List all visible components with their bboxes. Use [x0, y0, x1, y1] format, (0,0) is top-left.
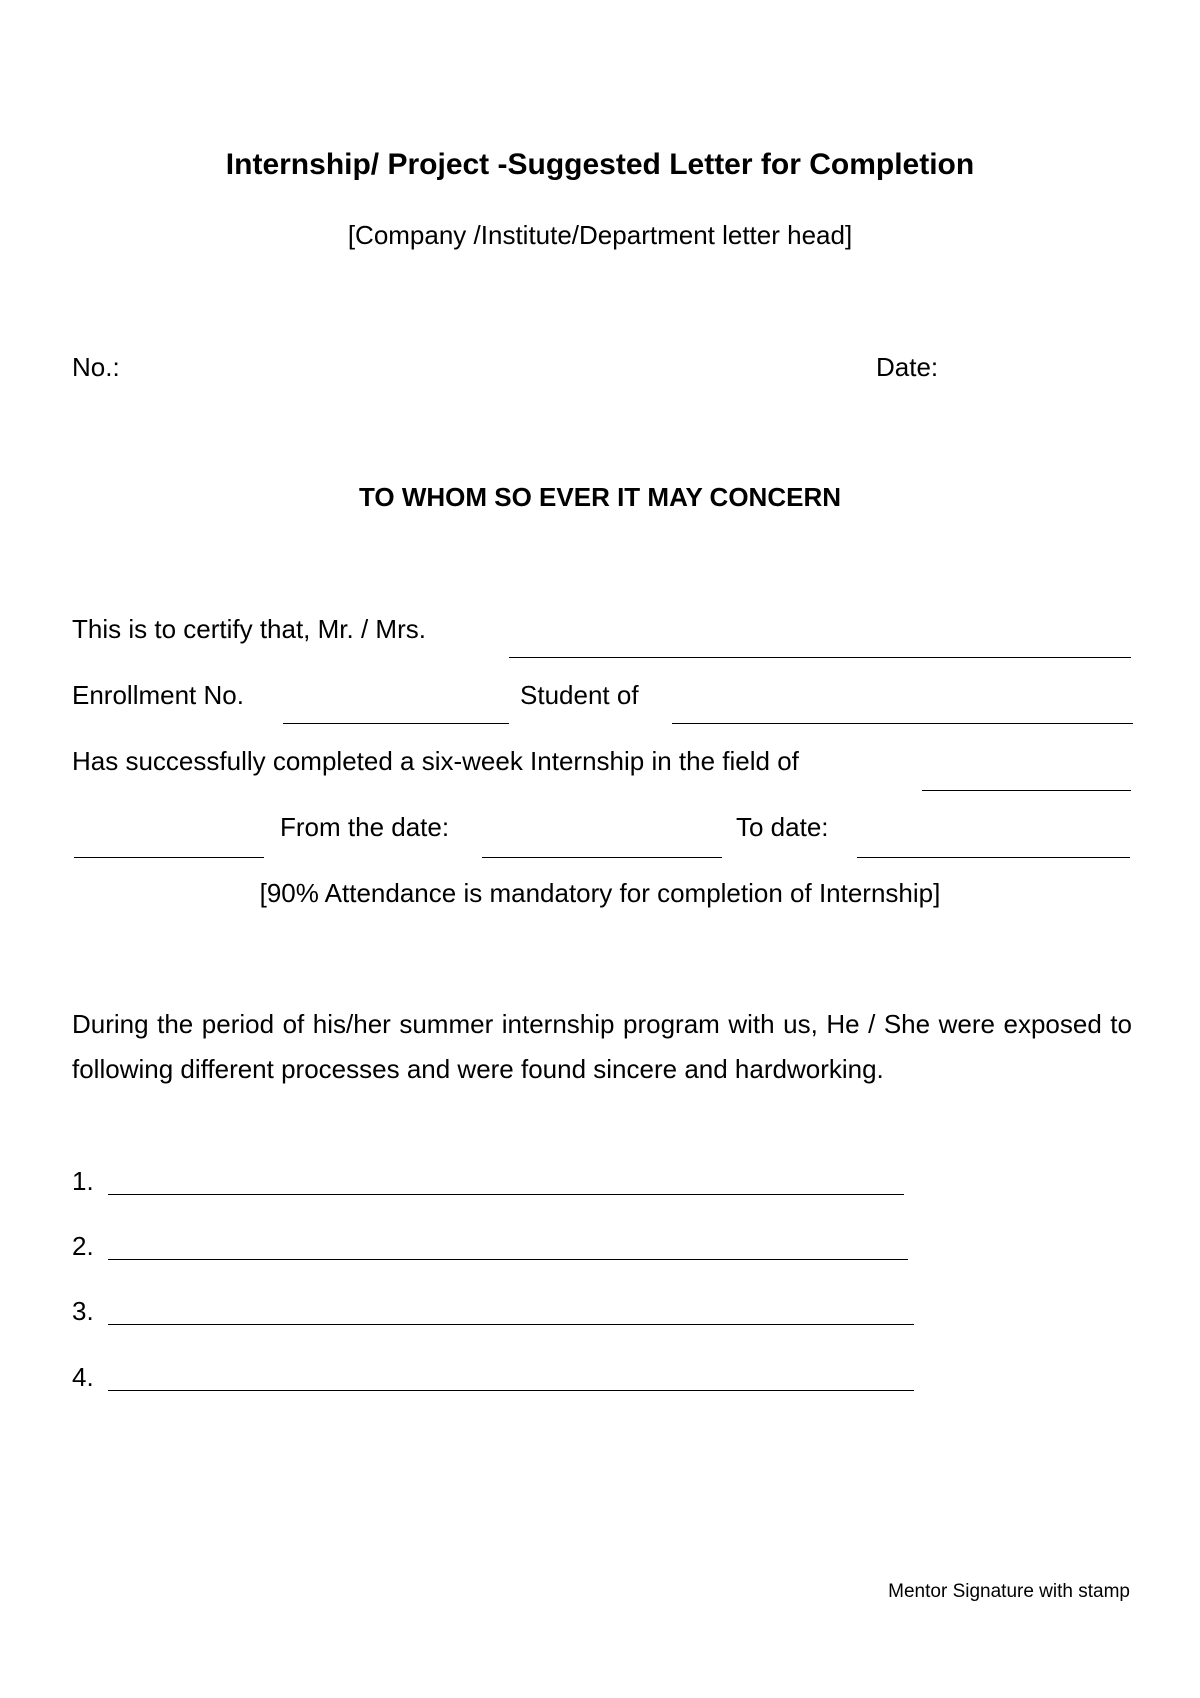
- process-item-number: 4.: [72, 1362, 94, 1392]
- to-date-blank-line: [857, 857, 1130, 858]
- from-date-label: From the date:: [280, 812, 450, 842]
- from-date-blank-line: [482, 857, 722, 858]
- attendance-note: [90% Attendance is mandatory for completion of Internship]: [259, 878, 941, 908]
- process-item-blank-line: [108, 1390, 914, 1391]
- process-item-blank-line: [108, 1324, 914, 1325]
- process-item-number: 3.: [72, 1296, 94, 1326]
- body-paragraph: During the period of his/her summer internship program with us, He / She were exposed to following different processes and were found sincere and hardworking.: [72, 1009, 1132, 1084]
- salutation-heading: TO WHOM SO EVER IT MAY CONCERN: [358, 482, 841, 512]
- process-item-number: 1.: [72, 1166, 94, 1196]
- institute-blank-line: [672, 723, 1133, 724]
- certify-label: This is to certify that, Mr. / Mrs.: [72, 614, 426, 644]
- date-label: Date:: [876, 352, 939, 382]
- letter-title: Internship/ Project -Suggested Letter for Completion: [225, 148, 975, 181]
- letterhead-placeholder: [Company /Institute/Department letter head]: [347, 220, 853, 250]
- process-item-blank-line: [108, 1259, 908, 1260]
- signature-label: Mentor Signature with stamp: [888, 1581, 1130, 1602]
- name-blank-line: [509, 657, 1131, 658]
- process-item-blank-line: [108, 1194, 904, 1195]
- enrollment-blank-line: [283, 723, 509, 724]
- field-continuation-blank-line: [74, 857, 264, 858]
- enrollment-label: Enrollment No.: [72, 680, 244, 710]
- field-blank-line: [922, 790, 1131, 791]
- number-label: No.:: [72, 352, 120, 382]
- student-of-label: Student of: [520, 680, 639, 710]
- completed-label: Has successfully completed a six-week Internship in the field of: [72, 746, 799, 776]
- process-item-number: 2.: [72, 1231, 94, 1261]
- to-date-label: To date:: [736, 812, 829, 842]
